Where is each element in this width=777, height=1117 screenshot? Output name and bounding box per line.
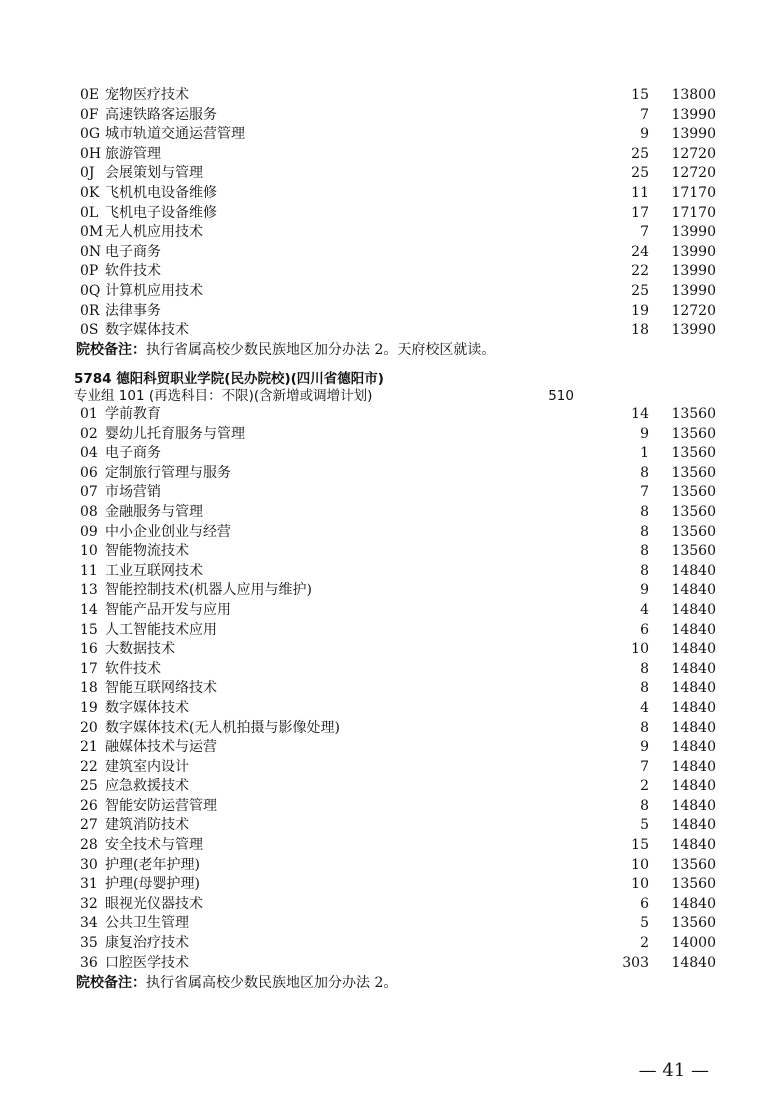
major-list-section-2 — [0, 405, 777, 973]
major-code: 0J — [80, 165, 95, 182]
table-row — [0, 86, 777, 106]
tuition-fee: 12720 — [671, 145, 716, 162]
major-name: 眼视光仪器技术 — [105, 895, 203, 912]
plan-count: 1 — [640, 445, 649, 462]
major-name: 智能物流技术 — [105, 543, 189, 560]
table-row — [0, 640, 777, 660]
table-row — [0, 621, 777, 641]
major-name: 软件技术 — [105, 263, 161, 280]
table-row — [0, 523, 777, 543]
plan-count: 18 — [631, 322, 649, 339]
tuition-fee: 13560 — [671, 425, 716, 442]
plan-count: 8 — [640, 523, 649, 540]
major-name: 飞机机电设备维修 — [105, 184, 217, 201]
tuition-fee: 14840 — [671, 758, 716, 775]
major-name: 旅游管理 — [105, 145, 161, 162]
plan-count: 25 — [631, 165, 649, 182]
plan-count: 4 — [640, 601, 649, 618]
tuition-fee: 14840 — [671, 601, 716, 618]
tuition-fee: 13990 — [671, 224, 716, 241]
major-code: 31 — [80, 876, 98, 893]
plan-count: 17 — [631, 204, 649, 221]
major-name: 安全技术与管理 — [105, 837, 203, 854]
plan-count: 14 — [631, 406, 649, 422]
page-number: — 41 — — [638, 1060, 709, 1081]
tuition-fee: 13560 — [671, 876, 716, 893]
plan-count: 9 — [640, 425, 649, 442]
major-name: 法律事务 — [105, 302, 161, 319]
table-row — [0, 145, 777, 165]
plan-count: 8 — [640, 464, 649, 481]
table-row — [0, 797, 777, 817]
tuition-fee: 13560 — [671, 464, 716, 481]
major-code: 01 — [80, 406, 98, 422]
major-name: 会展策划与管理 — [105, 165, 203, 182]
plan-count: 15 — [631, 87, 649, 103]
tuition-fee: 13560 — [671, 523, 716, 540]
major-name: 学前教育 — [105, 406, 161, 422]
major-name: 工业互联网技术 — [105, 562, 203, 579]
table-row — [0, 719, 777, 739]
table-row — [0, 895, 777, 915]
tuition-fee: 13990 — [671, 243, 716, 260]
plan-count: 24 — [631, 243, 649, 260]
major-name: 金融服务与管理 — [105, 503, 203, 520]
major-code: 0M — [80, 224, 104, 241]
table-row — [0, 836, 777, 856]
major-code: 07 — [80, 484, 98, 501]
major-code: 25 — [80, 778, 98, 795]
major-list-section-1 — [0, 86, 777, 341]
tuition-fee: 13560 — [671, 484, 716, 501]
table-row — [0, 483, 777, 503]
table-row — [0, 660, 777, 680]
table-row — [0, 243, 777, 263]
tuition-fee: 14840 — [671, 739, 716, 756]
major-name: 婴幼儿托育服务与管理 — [105, 425, 245, 442]
table-row — [0, 184, 777, 204]
major-code: 28 — [80, 837, 98, 854]
tuition-fee: 14840 — [671, 641, 716, 658]
plan-count: 2 — [640, 778, 649, 795]
major-code: 0N — [80, 243, 102, 260]
major-name: 定制旅行管理与服务 — [105, 464, 231, 481]
plan-count: 25 — [631, 282, 649, 299]
table-row — [0, 125, 777, 145]
institution-note-1 — [76, 341, 495, 360]
tuition-fee: 14840 — [671, 797, 716, 814]
plan-count: 6 — [640, 621, 649, 638]
plan-count: 10 — [631, 641, 649, 658]
major-name: 电子商务 — [105, 445, 161, 462]
plan-count: 7 — [640, 106, 649, 123]
table-row — [0, 204, 777, 224]
plan-count: 303 — [622, 954, 649, 971]
major-name: 数字媒体技术(无人机拍摄与影像处理) — [105, 719, 340, 736]
note-text: 执行省属高校少数民族地区加分办法 2。天府校区就读。 — [146, 342, 496, 358]
tuition-fee: 14840 — [671, 562, 716, 579]
table-row — [0, 954, 777, 974]
table-row — [0, 405, 777, 425]
plan-count: 5 — [640, 817, 649, 834]
plan-count: 8 — [640, 680, 649, 697]
plan-count: 10 — [631, 856, 649, 873]
major-name: 公共卫生管理 — [105, 915, 189, 932]
plan-count: 25 — [631, 145, 649, 162]
plan-count: 10 — [631, 876, 649, 893]
table-row — [0, 816, 777, 836]
major-code: 0E — [80, 87, 100, 103]
major-code: 0K — [80, 184, 100, 201]
major-code: 0F — [80, 106, 99, 123]
major-code: 17 — [80, 660, 98, 677]
major-code: 26 — [80, 797, 98, 814]
tuition-fee: 14840 — [671, 895, 716, 912]
tuition-fee: 14840 — [671, 660, 716, 677]
major-code: 06 — [80, 464, 98, 481]
tuition-fee: 17170 — [671, 204, 716, 221]
plan-count: 7 — [640, 484, 649, 501]
major-code: 35 — [80, 935, 98, 952]
table-row — [0, 856, 777, 876]
table-row — [0, 738, 777, 758]
table-row — [0, 601, 777, 621]
tuition-fee: 13990 — [671, 126, 716, 143]
tuition-fee: 13560 — [671, 856, 716, 873]
tuition-fee: 13990 — [671, 322, 716, 339]
group-total: 510 — [548, 388, 574, 404]
major-code: 18 — [80, 680, 98, 697]
tuition-fee: 14840 — [671, 817, 716, 834]
major-code: 04 — [80, 445, 98, 462]
tuition-fee: 13990 — [671, 282, 716, 299]
tuition-fee: 14840 — [671, 837, 716, 854]
plan-count: 9 — [640, 739, 649, 756]
table-row — [0, 875, 777, 895]
table-row — [0, 758, 777, 778]
major-name: 城市轨道交通运营管理 — [105, 126, 245, 143]
major-name: 口腔医学技术 — [105, 954, 189, 971]
institution-heading: 5784 德阳科贸职业学院(民办院校)(四川省德阳市) — [74, 371, 384, 387]
major-code: 32 — [80, 895, 98, 912]
major-code: 22 — [80, 758, 98, 775]
table-row — [0, 106, 777, 126]
plan-count: 8 — [640, 543, 649, 560]
note-label: 院校备注： — [76, 342, 146, 358]
major-code: 10 — [80, 543, 98, 560]
major-name: 无人机应用技术 — [105, 224, 203, 241]
major-name: 人工智能技术应用 — [105, 621, 217, 638]
plan-count: 9 — [640, 126, 649, 143]
major-code: 11 — [80, 562, 98, 579]
major-name: 电子商务 — [105, 243, 161, 260]
major-name: 智能控制技术(机器人应用与维护) — [105, 582, 312, 599]
note-label: 院校备注： — [76, 975, 146, 991]
major-name: 建筑室内设计 — [105, 758, 189, 775]
group-heading — [74, 387, 702, 406]
tuition-fee: 14840 — [671, 699, 716, 716]
major-name: 建筑消防技术 — [105, 817, 189, 834]
plan-count: 8 — [640, 660, 649, 677]
major-name: 计算机应用技术 — [105, 282, 203, 299]
table-row — [0, 777, 777, 797]
table-row — [0, 302, 777, 322]
major-name: 护理(老年护理) — [105, 856, 200, 873]
major-name: 康复治疗技术 — [105, 935, 189, 952]
major-name: 智能互联网络技术 — [105, 680, 217, 697]
table-row — [0, 164, 777, 184]
major-code: 0S — [80, 322, 99, 339]
major-name: 融媒体技术与运营 — [105, 739, 217, 756]
major-code: 34 — [80, 915, 98, 932]
table-row — [0, 444, 777, 464]
group-title: 专业组 101 (再选科目：不限)(含新增或调增计划) — [74, 388, 373, 404]
tuition-fee: 14840 — [671, 954, 716, 971]
major-code: 08 — [80, 503, 98, 520]
plan-count: 22 — [631, 263, 649, 280]
plan-count: 8 — [640, 797, 649, 814]
tuition-fee: 13560 — [671, 543, 716, 560]
tuition-fee: 14840 — [671, 621, 716, 638]
major-code: 19 — [80, 699, 98, 716]
major-code: 02 — [80, 425, 98, 442]
table-row — [0, 282, 777, 302]
major-name: 应急救援技术 — [105, 778, 189, 795]
plan-count: 19 — [631, 302, 649, 319]
major-name: 飞机电子设备维修 — [105, 204, 217, 221]
plan-count: 8 — [640, 719, 649, 736]
major-code: 20 — [80, 719, 98, 736]
major-code: 0R — [80, 302, 100, 319]
major-code: 09 — [80, 523, 98, 540]
plan-count: 8 — [640, 503, 649, 520]
tuition-fee: 13990 — [671, 106, 716, 123]
table-row — [0, 223, 777, 243]
institution-note-2 — [76, 974, 397, 993]
major-name: 市场营销 — [105, 484, 161, 501]
major-code: 0G — [80, 126, 101, 143]
major-name: 数字媒体技术 — [105, 699, 189, 716]
note-text: 执行省属高校少数民族地区加分办法 2。 — [146, 975, 398, 991]
tuition-fee: 12720 — [671, 302, 716, 319]
major-code: 14 — [80, 601, 98, 618]
plan-count: 2 — [640, 935, 649, 952]
plan-count: 4 — [640, 699, 649, 716]
tuition-fee: 17170 — [671, 184, 716, 201]
plan-count: 5 — [640, 915, 649, 932]
tuition-fee: 13990 — [671, 263, 716, 280]
plan-count: 6 — [640, 895, 649, 912]
major-code: 15 — [80, 621, 98, 638]
plan-count: 7 — [640, 758, 649, 775]
tuition-fee: 13560 — [671, 503, 716, 520]
major-code: 0Q — [80, 282, 101, 299]
major-name: 护理(母婴护理) — [105, 876, 200, 893]
table-row — [0, 914, 777, 934]
tuition-fee: 14840 — [671, 680, 716, 697]
plan-count: 9 — [640, 582, 649, 599]
table-row — [0, 503, 777, 523]
major-name: 软件技术 — [105, 660, 161, 677]
table-row — [0, 679, 777, 699]
table-row — [0, 321, 777, 341]
plan-count: 11 — [631, 184, 649, 201]
tuition-fee: 14840 — [671, 719, 716, 736]
tuition-fee: 14840 — [671, 778, 716, 795]
major-name: 智能安防运营管理 — [105, 797, 217, 814]
tuition-fee: 14840 — [671, 582, 716, 599]
table-row — [0, 934, 777, 954]
table-row — [0, 581, 777, 601]
table-row — [0, 562, 777, 582]
major-code: 30 — [80, 856, 98, 873]
major-code: 0P — [80, 263, 99, 280]
major-name: 宠物医疗技术 — [105, 87, 189, 103]
tuition-fee: 13800 — [671, 87, 716, 103]
tuition-fee: 14000 — [671, 935, 716, 952]
table-row — [0, 464, 777, 484]
major-name: 智能产品开发与应用 — [105, 601, 231, 618]
major-code: 21 — [80, 739, 98, 756]
major-name: 大数据技术 — [105, 641, 175, 658]
major-code: 36 — [80, 954, 98, 971]
major-code: 27 — [80, 817, 98, 834]
tuition-fee: 12720 — [671, 165, 716, 182]
major-name: 数字媒体技术 — [105, 322, 189, 339]
major-name: 高速铁路客运服务 — [105, 106, 217, 123]
major-code: 0H — [80, 145, 102, 162]
tuition-fee: 13560 — [671, 915, 716, 932]
tuition-fee: 13560 — [671, 406, 716, 422]
major-code: 16 — [80, 641, 98, 658]
plan-count: 15 — [631, 837, 649, 854]
major-code: 0L — [80, 204, 99, 221]
plan-count: 8 — [640, 562, 649, 579]
major-name: 中小企业创业与经营 — [105, 523, 231, 540]
table-row — [0, 262, 777, 282]
tuition-fee: 13560 — [671, 445, 716, 462]
table-row — [0, 425, 777, 445]
table-row — [0, 542, 777, 562]
table-row — [0, 699, 777, 719]
major-code: 13 — [80, 582, 98, 599]
plan-count: 7 — [640, 224, 649, 241]
